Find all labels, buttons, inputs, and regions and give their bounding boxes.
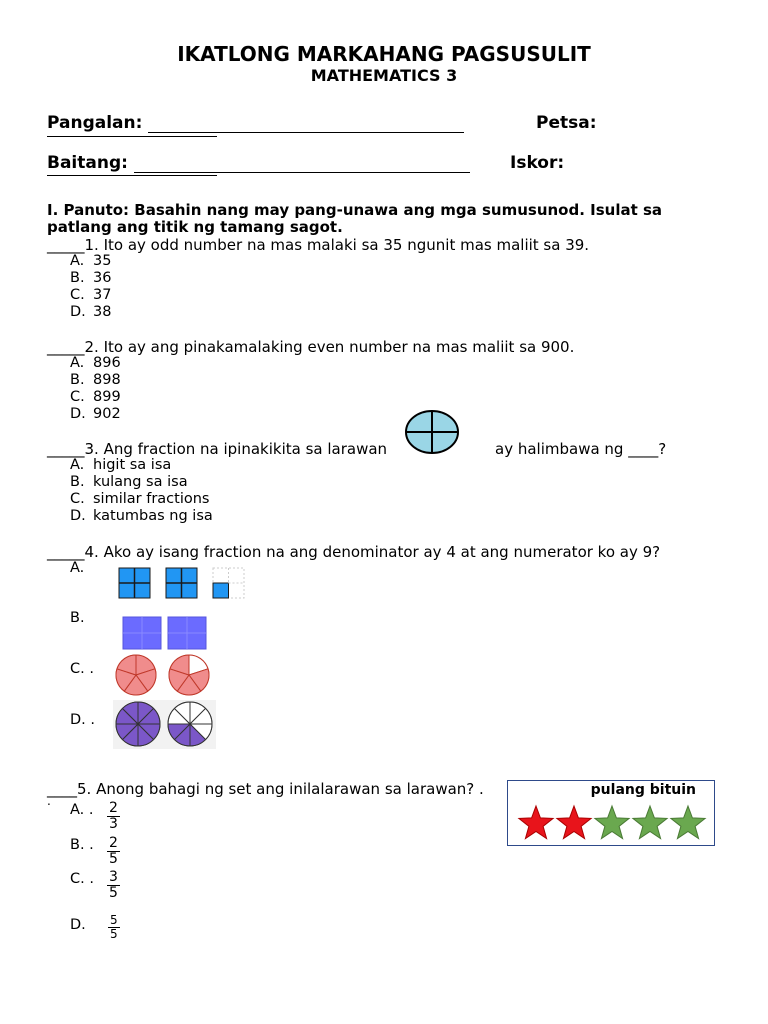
option-c: C. 37: [70, 287, 112, 303]
date-blank[interactable]: [47, 136, 217, 137]
question-1-options: [70, 253, 111, 321]
question-3-tail: ay halimbawa ng ____?: [495, 440, 667, 458]
option-d: D. 38: [70, 304, 112, 320]
fraction-b: $\frac{2}{5}$: [109, 835, 118, 867]
score-label: Iskor:: [510, 153, 565, 173]
option-b: B.: [70, 610, 85, 626]
option-d-pies: [113, 700, 217, 750]
option-c: C. similar fractions: [70, 491, 210, 507]
question-4: [47, 543, 660, 561]
page-subtitle: MATHEMATICS 3: [310, 66, 458, 85]
answer-blank[interactable]: _____: [47, 543, 85, 561]
red-star-icon: [557, 806, 591, 839]
question-3-options: [70, 457, 213, 525]
option-b: B. kulang sa isa: [70, 474, 188, 490]
stray-dot: .: [47, 794, 51, 808]
fraction-d: $\frac{5}{5}$: [110, 913, 118, 941]
stars-figure: [518, 805, 714, 843]
option-c: C. .: [70, 661, 94, 677]
question-5: [47, 780, 484, 798]
green-star-icon: [633, 806, 667, 839]
pie-chart-partial: [168, 702, 212, 746]
score-blank[interactable]: [47, 175, 217, 176]
option-a-squares: [118, 567, 248, 601]
answer-blank[interactable]: _____: [47, 338, 85, 356]
star-box: [507, 780, 715, 846]
option-a: A.: [70, 560, 85, 576]
pie-chart-full: [116, 702, 160, 746]
option-b: B. 36: [70, 270, 112, 286]
option-c: C. 899: [70, 389, 121, 405]
instructions: I. Panuto: Basahin nang may pang-unawa ang mga sumusunod. Isulat sa patlang ang titik ng tamang sagot.: [47, 201, 663, 236]
option-a: A. 35: [70, 253, 112, 269]
name-field: [47, 113, 464, 133]
fraction-c: $\frac{3}{5}$: [109, 869, 118, 901]
pie-chart-full: [116, 655, 156, 695]
page-title: IKATLONG MARKAHANG PAGSUSULIT: [177, 42, 591, 66]
question-3: [47, 440, 387, 458]
grade-label: Baitang:: [47, 153, 128, 173]
star-box-label: pulang bituin: [590, 782, 696, 798]
question-text: 5. Anong bahagi ng set ang inilalarawan sa larawan? .: [77, 780, 484, 798]
grade-field: [47, 153, 470, 173]
option-b: B. 898: [70, 372, 121, 388]
option-b-squares: [122, 616, 212, 652]
q5-option-d: D.: [70, 917, 86, 933]
option-a: A. higit sa isa: [70, 457, 172, 473]
answer-blank[interactable]: ____: [47, 780, 77, 798]
option-d: D. .: [70, 712, 95, 728]
red-star-icon: [519, 806, 553, 839]
question-2: [47, 338, 574, 356]
question-text: 4. Ako ay isang fraction na ang denominator ay 4 at ang numerator ko ay 9?: [84, 543, 661, 561]
question-text: 2. Ito ay ang pinakamalaking even number na mas maliit sa 900.: [84, 338, 575, 356]
q5-option-a: A. .: [70, 802, 94, 818]
question-1: [47, 236, 589, 254]
green-star-icon: [595, 806, 629, 839]
date-label: Petsa:: [536, 113, 597, 133]
answer-blank[interactable]: _____: [47, 236, 85, 254]
q5-option-c: C. .: [70, 871, 94, 887]
name-label: Pangalan:: [47, 113, 143, 133]
option-a: A. 896: [70, 355, 121, 371]
fraction-a: $\frac{2}{3}$: [109, 800, 118, 832]
answer-blank[interactable]: _____: [47, 440, 85, 458]
question-text: 1. Ito ay odd number na mas malaki sa 35 ngunit mas maliit sa 39.: [84, 236, 590, 254]
grade-blank[interactable]: [134, 172, 470, 173]
option-c-pies: [113, 653, 213, 697]
question-2-options: [70, 355, 121, 423]
pie-chart-partial: [169, 655, 209, 695]
option-d: D. 902: [70, 406, 121, 422]
question-text: 3. Ang fraction na ipinakikita sa larawan: [84, 440, 388, 458]
option-d: D. katumbas ng isa: [70, 508, 213, 524]
green-star-icon: [671, 806, 705, 839]
name-blank[interactable]: [148, 132, 464, 133]
whole-circle-figure: [404, 409, 460, 455]
q5-option-b: B. .: [70, 837, 94, 853]
